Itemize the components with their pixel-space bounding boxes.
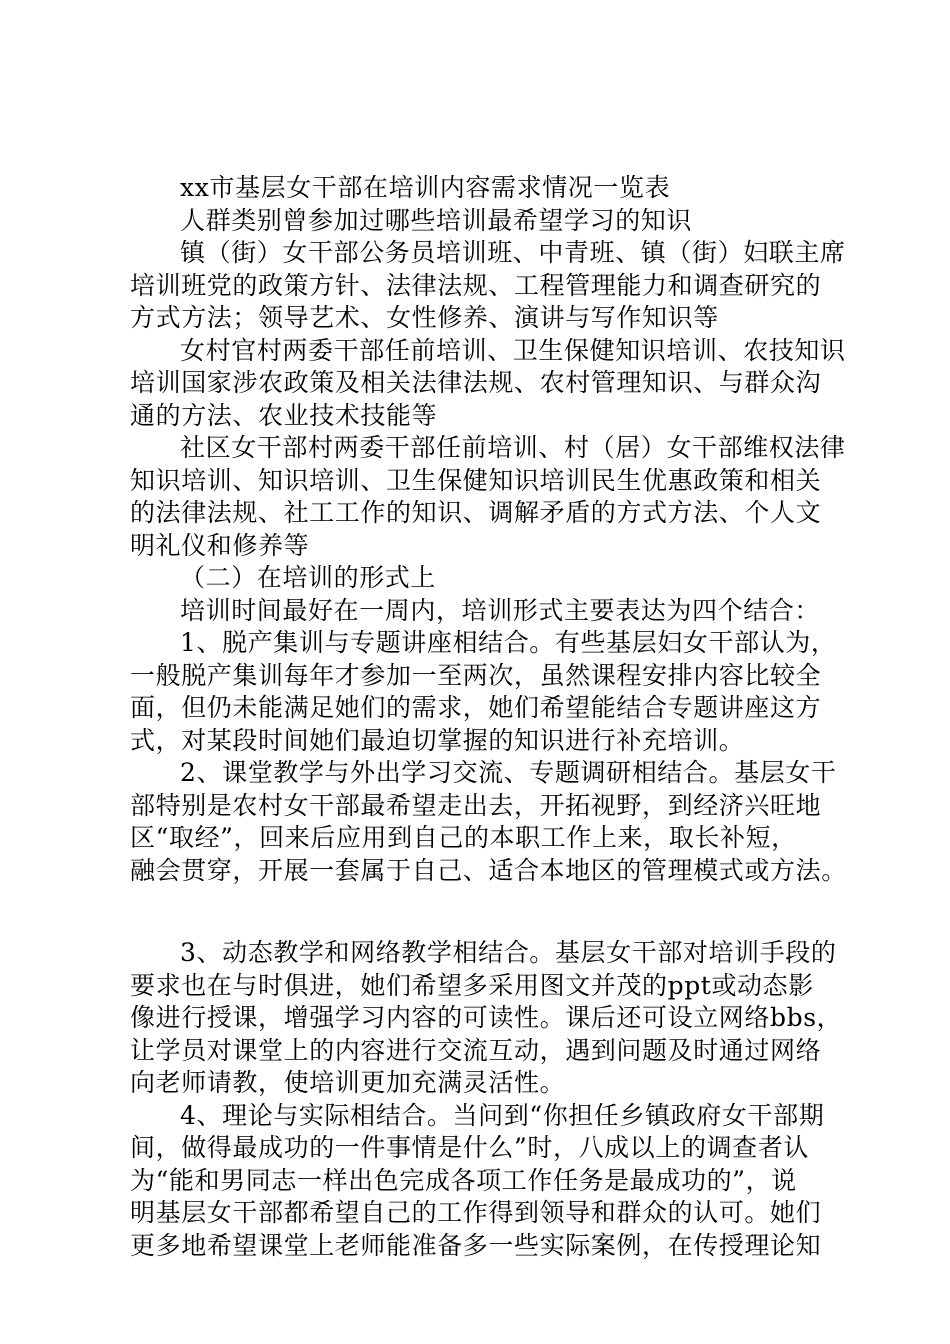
paragraph-line: 1、脱产集训与专题讲座相结合。有些基层妇女干部认为， <box>180 628 837 657</box>
section-heading: （二）在培训的形式上 <box>180 563 437 592</box>
paragraph-line: 向老师请教，使培训更加充满灵活性。 <box>130 1068 566 1097</box>
paragraph-line: 明基层女干部都希望自己的工作得到领导和群众的认可。她们 <box>130 1198 822 1227</box>
paragraph-line: 通的方法、农业技术技能等 <box>130 401 438 430</box>
paragraph-line: 面，但仍未能满足她们的需求，她们希望能结合专题讲座这方 <box>130 693 822 722</box>
paragraph-line: 女村官村两委干部任前培训、卫生保健知识培训、农技知识 <box>180 336 846 365</box>
paragraph-line: 知识培训、知识培训、卫生保健知识培训民生优惠政策和相关 <box>130 466 822 495</box>
table-header: 人群类别曾参加过哪些培训最希望学习的知识 <box>180 206 693 235</box>
paragraph-line: 更多地希望课堂上老师能准备多一些实际案例，在传授理论知 <box>130 1231 822 1260</box>
paragraph-line: 3、动态教学和网络教学相结合。基层女干部对培训手段的 <box>180 938 837 967</box>
paragraph-line: 方式方法；领导艺术、女性修养、演讲与写作知识等 <box>130 303 719 332</box>
paragraph-line: 要求也在与时俱进，她们希望多采用图文并茂的ppt或动态影 <box>130 971 814 1000</box>
paragraph-line: 部特别是农村女干部最希望走出去，开拓视野，到经济兴旺地 <box>130 791 822 820</box>
paragraph-line: 融会贯穿，开展一套属于自己、适合本地区的管理模式或方法。 <box>130 856 847 885</box>
paragraph-line: 培训班党的政策方针、法律法规、工程管理能力和调查研究的 <box>130 271 822 300</box>
paragraph-line: 像进行授课，增强学习内容的可读性。课后还可设立网络bbs， <box>130 1003 843 1032</box>
paragraph-line: 间，做得最成功的一件事情是什么”时，八成以上的调查者认 <box>130 1133 809 1162</box>
paragraph-line: 培训时间最好在一周内，培训形式主要表达为四个结合： <box>180 596 821 625</box>
paragraph-line: 一般脱产集训每年才参加一至两次，虽然课程安排内容比较全 <box>130 661 822 690</box>
paragraph-line: 社区女干部村两委干部任前培训、村（居）女干部维权法律 <box>180 433 846 462</box>
paragraph-line: 区“取经”，回来后应用到自己的本职工作上来，取长补短， <box>130 823 797 852</box>
paragraph-line: 明礼仪和修养等 <box>130 531 310 560</box>
paragraph-line: 2、课堂教学与外出学习交流、专题调研相结合。基层女干 <box>180 758 837 787</box>
paragraph-line: 为“能和男同志一样出色完成各项工作任务是最成功的”，说 <box>130 1166 797 1195</box>
paragraph-line: 4、理论与实际相结合。当问到“你担任乡镇政府女干部期 <box>180 1101 825 1130</box>
paragraph-line: 式，对某段时间她们最迫切掌握的知识进行补充培训。 <box>130 726 745 755</box>
table-title: xx市基层女干部在培训内容需求情况一览表 <box>180 173 671 202</box>
paragraph-line: 让学员对课堂上的内容进行交流互动，遇到问题及时通过网络 <box>130 1036 822 1065</box>
paragraph-line: 培训国家涉农政策及相关法律法规、农村管理知识、与群众沟 <box>130 368 822 397</box>
paragraph-line: 的法律法规、社工工作的知识、调解矛盾的方式方法、个人文 <box>130 498 822 527</box>
paragraph-line: 镇（街）女干部公务员培训班、中青班、镇（街）妇联主席 <box>180 238 846 267</box>
